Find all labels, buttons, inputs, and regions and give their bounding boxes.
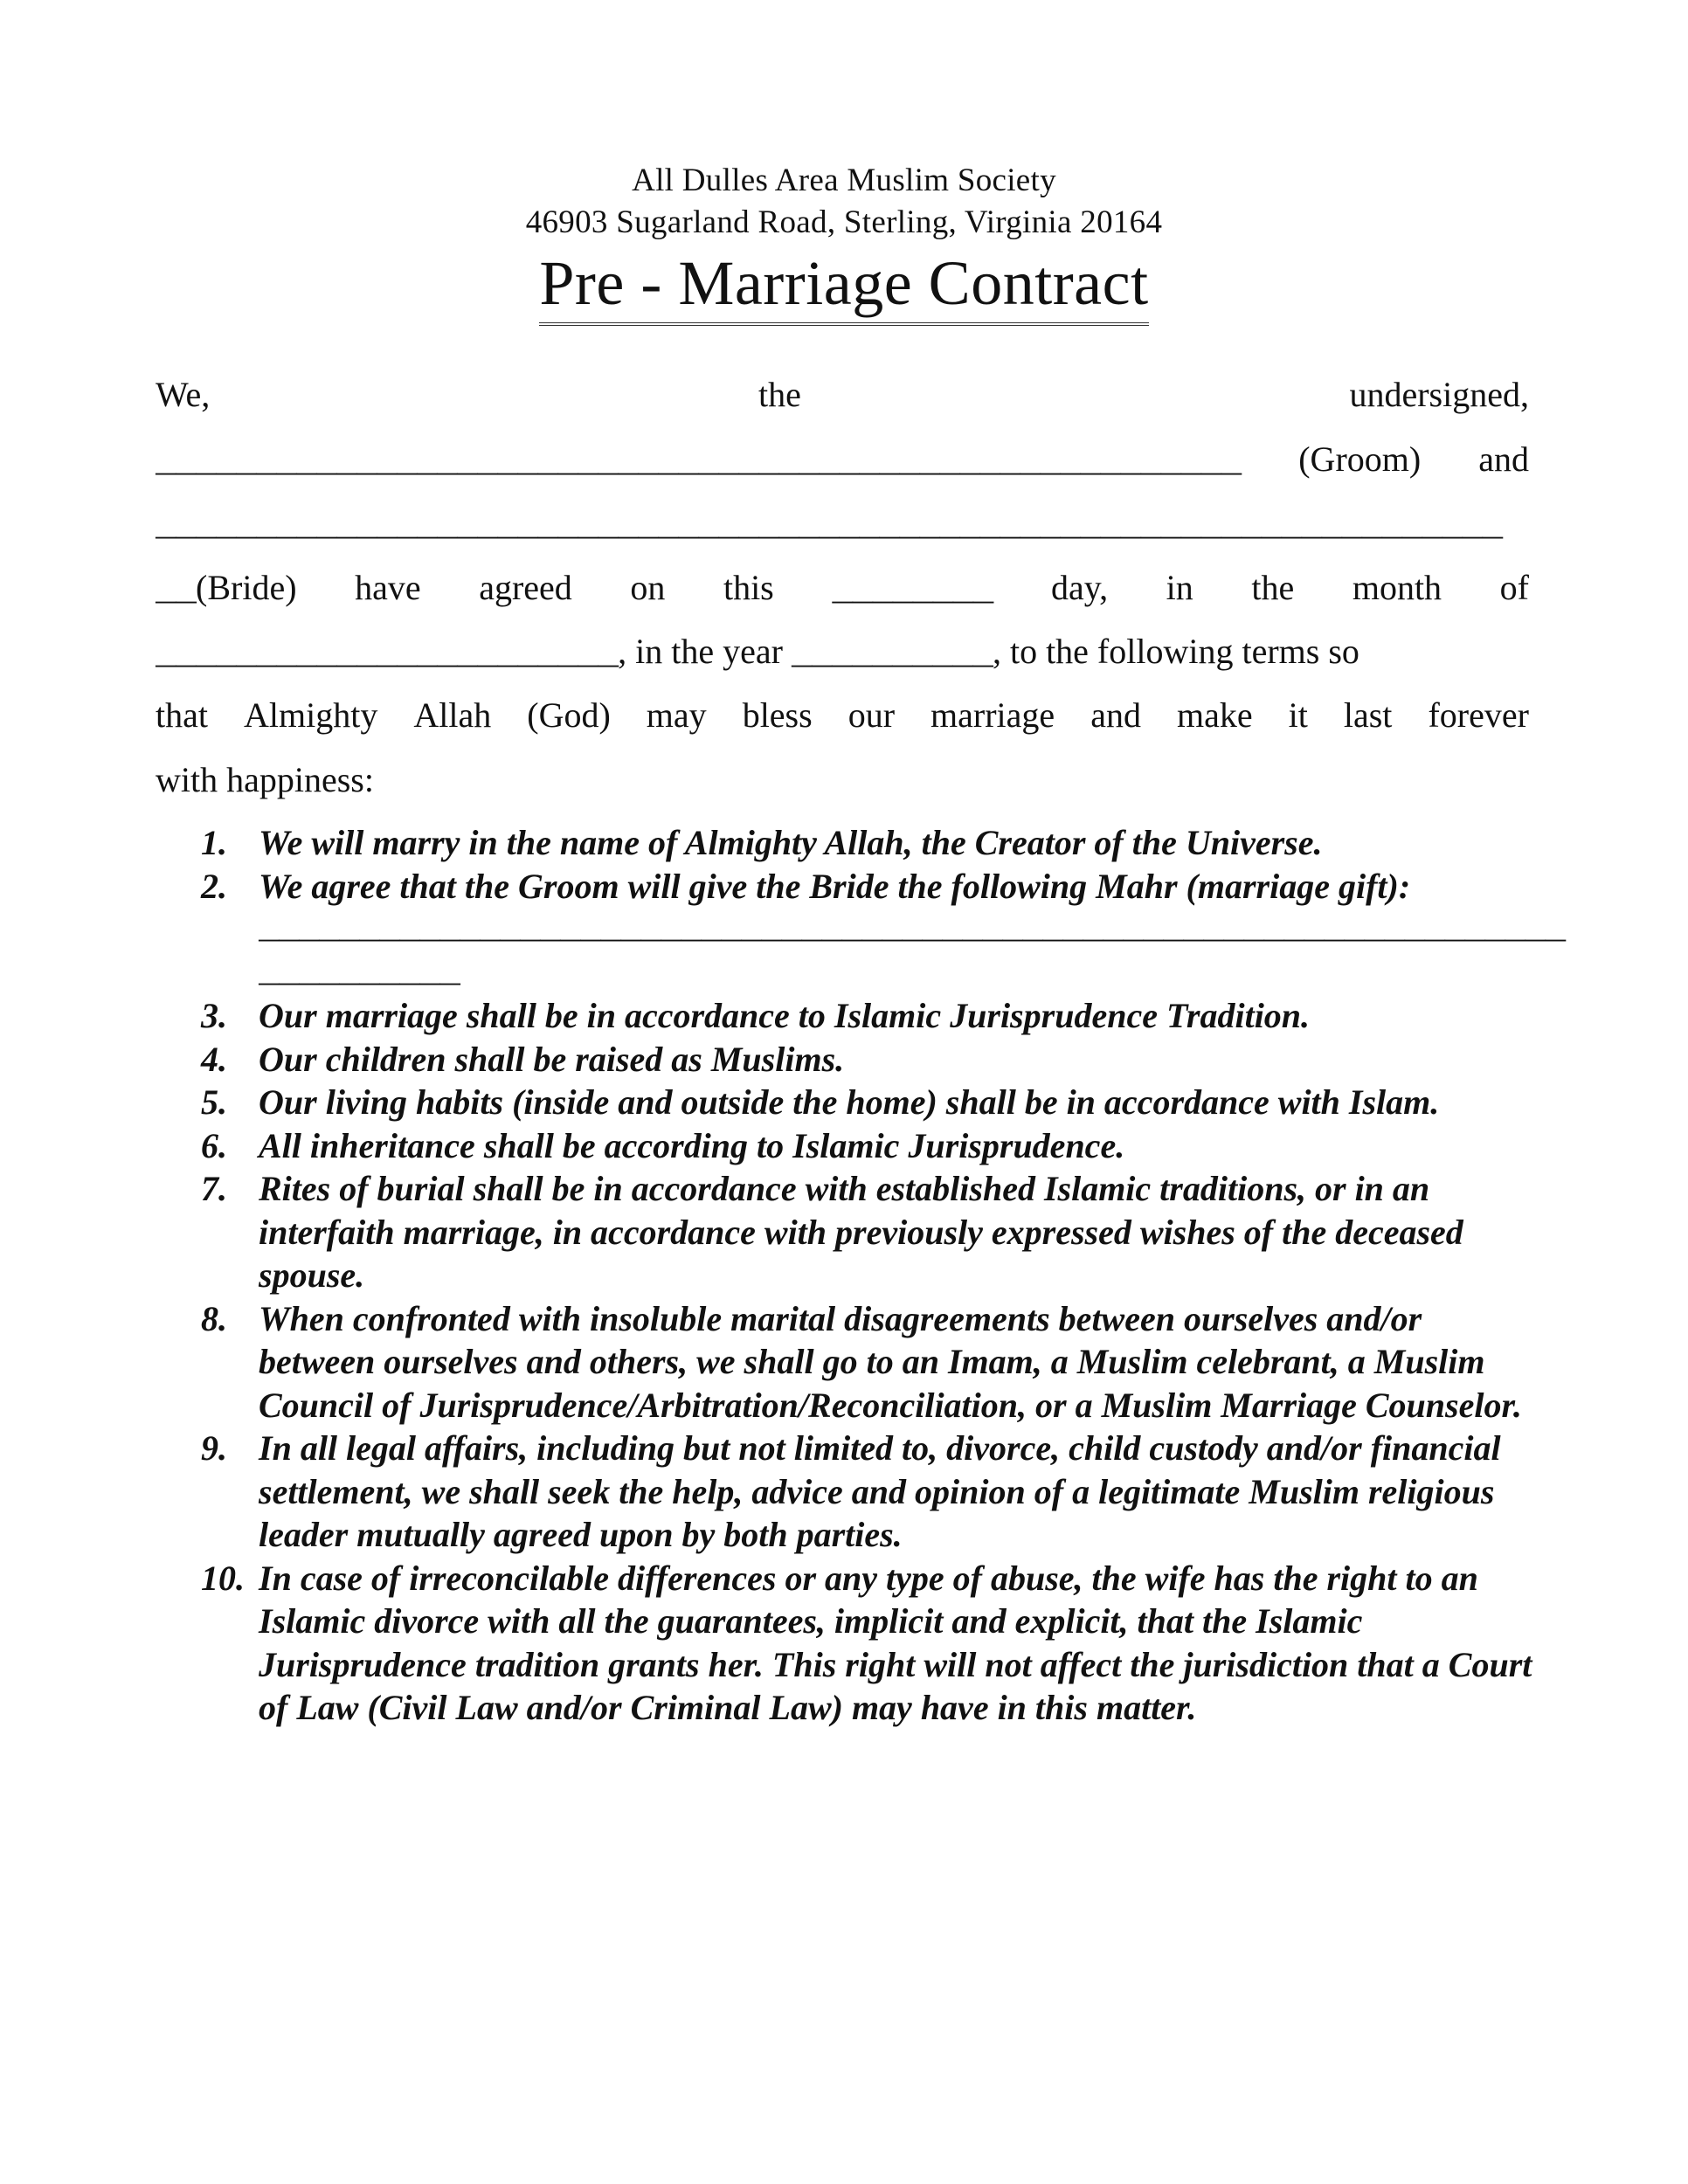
intro-word: last: [1343, 695, 1393, 735]
intro-word: the: [758, 375, 801, 414]
intro-word: in: [1166, 568, 1193, 607]
term-number: 10.: [201, 1558, 245, 1598]
intro-word: marriage: [930, 695, 1055, 735]
intro-line-3: [156, 502, 1529, 546]
bride-label-group: [156, 567, 297, 611]
intro-line-5: [156, 631, 1529, 674]
intro-word: undersigned,: [1349, 375, 1529, 414]
bride-name-field-end[interactable]: __: [156, 571, 197, 611]
intro-word: may: [646, 695, 707, 735]
intro-line-1: [156, 374, 1529, 418]
term-number: 2.: [201, 866, 227, 906]
intro-word: and: [1478, 439, 1529, 479]
term-text: When confronted with insoluble marital disagreements between ourselves and/or between ourselves and others, we shall go to an Imam, a Muslim celebrant, a Muslim Council of Jurisprudence/Arbitration/Reconciliation, or a Muslim Marriage Counselor.: [259, 1298, 1522, 1425]
intro-word: Almighty: [244, 695, 378, 735]
term-number: 8.: [201, 1298, 227, 1338]
intro-word: this: [723, 568, 774, 607]
mahr-field[interactable]: _________________________________________________________________: [259, 909, 1566, 949]
year-field[interactable]: __________: [791, 635, 993, 674]
term-text: Our marriage shall be in accordance to Islamic Jurisprudence Tradition.: [259, 996, 1311, 1035]
year-label: , in the year: [618, 632, 783, 671]
bride-label: (Bride): [196, 568, 297, 607]
intro-line-6: [156, 695, 1529, 738]
term-number: 7.: [201, 1169, 227, 1208]
month-group: [156, 631, 1359, 674]
intro-line-2: [156, 439, 1529, 482]
term-text: We agree that the Groom will give the Bride the following Mahr (marriage gift):: [259, 866, 1411, 906]
intro-line-7: [156, 759, 1529, 803]
intro-word: the: [1251, 568, 1295, 607]
intro-word: day,: [1050, 568, 1109, 607]
term-text: All inheritance shall be according to Islamic Jurisprudence.: [259, 1125, 1125, 1165]
intro-line-4: [156, 567, 1529, 611]
term-item: [156, 1038, 1536, 1082]
term-item: [156, 994, 1536, 1038]
term-text: Our living habits (inside and outside the home) shall be in accordance with Islam.: [259, 1082, 1440, 1122]
intro-word: Allah: [413, 695, 492, 735]
month-field[interactable]: _______________________: [156, 635, 619, 674]
term-item: [156, 865, 1566, 995]
term-number: 1.: [201, 823, 227, 862]
term-number: 4.: [201, 1039, 227, 1079]
intro-word: make: [1176, 695, 1253, 735]
organization-name: All Dulles Area Muslim Society: [632, 162, 1056, 198]
term-item: [156, 1124, 1536, 1168]
intro-word: (God): [527, 695, 611, 735]
intro-tail: , to the following terms so: [992, 632, 1359, 671]
term-item: [156, 1081, 1536, 1124]
term-text: Rites of burial shall be in accordance with established Islamic traditions, or in an interfaith marriage, in accordance with previously expressed wishes of the deceased spouse.: [259, 1169, 1463, 1295]
term-item: [156, 821, 1536, 865]
document-title: Pre - Marriage Contract: [539, 245, 1148, 326]
term-text: In all legal affairs, including but not limited to, divorce, child custody and/or financial settlement, we shall seek the help, advice and opinion of a legitimate Muslim religious leader mutually agreed upon by both parties.: [259, 1428, 1501, 1554]
intro-word: on: [630, 568, 666, 607]
organization-address: 46903 Sugarland Road, Sterling, Virginia 20164: [525, 204, 1163, 240]
term-number: 3.: [201, 996, 227, 1035]
intro-word: month: [1352, 568, 1442, 607]
groom-label: (Groom): [1298, 439, 1422, 479]
intro-word: bless: [742, 695, 813, 735]
term-text: Our children shall be raised as Muslims.: [259, 1039, 845, 1079]
terms-list: [156, 821, 1566, 1730]
day-field[interactable]: ________: [832, 571, 993, 611]
mahr-field-continued[interactable]: __________: [259, 952, 460, 992]
intro-word: our: [847, 695, 896, 735]
bride-name-field[interactable]: ___________________________________________________________________: [156, 507, 1503, 546]
term-text: In case of irreconcilable differences or any type of abuse, the wife has the right to an Islamic divorce with all the guarantees, implicit and explicit, that the Islamic Jurisprudence tradition grants her. This right will not affect the jurisdiction that a Court of Law (Civil Law and/or Criminal Law) may have in this matter.: [259, 1558, 1532, 1727]
term-item: [156, 1297, 1536, 1427]
intro-word: have: [355, 568, 421, 607]
document-header: [0, 160, 1688, 326]
term-number: 6.: [201, 1125, 227, 1165]
term-item: [156, 1557, 1536, 1730]
intro-word: We,: [156, 375, 211, 414]
term-text: We will marry in the name of Almighty Allah, the Creator of the Universe.: [259, 823, 1323, 862]
intro-word: of: [1499, 568, 1529, 607]
intro-word: that: [156, 695, 208, 735]
groom-name-field[interactable]: ______________________________________________________: [156, 443, 1242, 482]
term-number: 9.: [201, 1428, 227, 1468]
term-number: 5.: [201, 1082, 227, 1122]
intro-word: and: [1090, 695, 1141, 735]
intro-word: agreed: [479, 568, 572, 607]
intro-word: forever: [1428, 695, 1529, 735]
intro-word: it: [1288, 695, 1308, 735]
term-item: [156, 1167, 1536, 1297]
term-item: [156, 1427, 1536, 1557]
intro-word: with happiness:: [156, 760, 374, 799]
